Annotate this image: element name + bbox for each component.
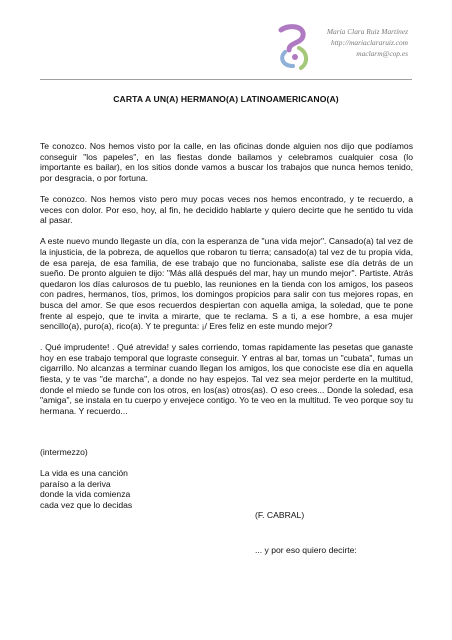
author-website-link[interactable]: http://mariaclararuiz.com [331, 38, 408, 47]
paragraph: Te conozco. Nos hemos visto pero muy pocas veces nos hemos encontrado, y te recuerdo, a veces con dolor. Por eso, hoy, al fin, he decidido hablarte y quiero decirte que he sentido tu vida al pasar. [40, 193, 413, 226]
author-name: María Clara Ruiz Martínez [326, 27, 408, 36]
document-title: CARTA A UN(A) HERMANO(A) LATINOAMERICANO(A) [113, 94, 339, 104]
poem-line: donde la vida comienza [40, 489, 131, 500]
author-info [268, 26, 408, 59]
closing-line: ... y por eso quiero decirte: [255, 545, 357, 555]
intermezzo-label: (intermezzo) [40, 447, 88, 457]
poem-line: paraíso a la deriva [40, 478, 111, 489]
poem [40, 468, 240, 510]
author-email-link[interactable]: maclarm@cop.es [356, 49, 408, 58]
poem-line: La vida es una canción [40, 468, 128, 478]
poem-line: cada vez que lo decidas [40, 499, 133, 510]
paragraph: A este nuevo mundo llegaste un día, con la esperanza de "una vida mejor". Cansado(a) tal vez de la injusticia, de la pobreza, de aquellos que robaron tu tierra; cansado(a) tal vez de tu propia vida, de esa pareja, de esa familia, de ese trabajo que no funcionaba, saliste ese día detrás de un sueño. De pronto alguien te dijo: "Más allá después del mar, hay un mundo mejor". Partiste. Atrás quedaron los días calurosos de tu pueblo, las reuniones en la tienda con los amigos, los paseos con padres, hermanos, tíos, primos, los domingos propicios para salir con tus mejores ropas, en busca del amor. Se que esos recuerdos despiertan con aquella amiga, la soledad, que te pone frente al espejo, que te invita a mirarte, que te reclama. S a ti, a ese hombre, a esa mujer sencillo(a), puro(a), rico(a). Y te pregunta: ¡/ Eres feliz en este mundo mejor? [40, 236, 413, 332]
header-divider [40, 79, 412, 80]
paragraph: Te conozco. Nos hemos visto por la calle, en las oficinas donde alguien nos dijo que podíamos conseguir "los papeles", en las fiestas donde bailamos y celebramos cualquier cosa (lo importante es bailar), en los sitios donde vamos a buscar los trabajos que nunca hemos tenido, por desgracia, o por fortuna. [40, 141, 413, 183]
letter-body [40, 141, 413, 427]
poem-attribution: (F. CABRAL) [255, 510, 305, 520]
paragraph: . Qué imprudente! . Qué atrevida! y sales corriendo, tomas rapidamente las pesetas que ganaste hoy en ese trabajo temporal que lograste conseguir. Y entras al bar, tomas un "cubata", fumas un cigarrillo. No alcanzas a terminar cuando llegan los amigos, los que conociste ese día en aquella fiesta, y te vas "de marcha", a donde no hay espejos. Tal vez sea mejor perderte en la multitud, donde el miedo se funde con los otros, en los(as) otros(as). O eso crees... Donde la soledad, esa "amiga", se instala en tu cuerpo y envejece contigo. Yo te veo en la multitud. Te veo porque soy tu hermana. Y recuerdo... [40, 342, 413, 416]
